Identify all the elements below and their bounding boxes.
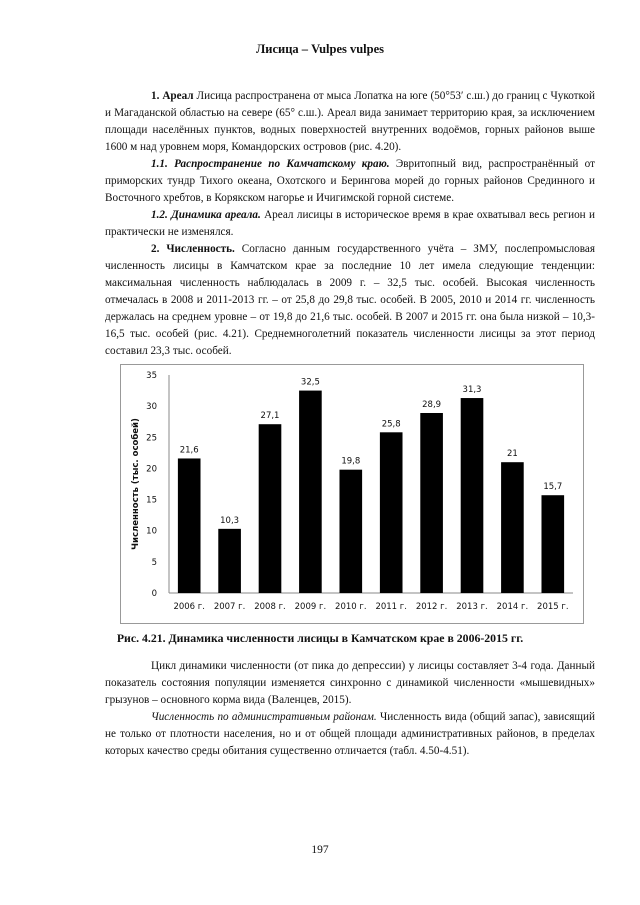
x-tick-label: 2011 г.	[375, 602, 407, 612]
bar	[259, 424, 282, 593]
bar-value-label: 10,3	[220, 515, 240, 526]
y-axis-label: Численность (тыс. особей)	[131, 418, 141, 550]
bar	[218, 529, 241, 593]
y-tick-label: 25	[146, 433, 157, 444]
bar	[541, 495, 564, 593]
heading-area: 1. Ареал	[151, 90, 194, 102]
chart-svg	[121, 365, 583, 623]
y-tick-label: 10	[146, 526, 157, 537]
paragraph-area	[105, 88, 595, 156]
bar-value-label: 31,3	[462, 385, 482, 396]
figure-caption: Рис. 4.21. Динамика численности лисицы в Камчатском крае в 2006-2015 гг.	[116, 631, 524, 645]
x-tick-label: 2006 г.	[173, 602, 205, 612]
paragraph-range-dynamics	[105, 207, 595, 241]
bar	[461, 398, 484, 593]
bar	[299, 391, 322, 593]
population-chart	[120, 364, 584, 624]
paragraph-distribution	[105, 156, 595, 207]
x-tick-label: 2014 г.	[496, 602, 529, 612]
bar-value-label: 28,9	[422, 399, 442, 410]
paragraph-admin-districts	[105, 709, 595, 760]
bar	[380, 432, 403, 593]
x-tick-label: 2007 г.	[213, 602, 246, 612]
x-tick-label: 2008 г.	[254, 602, 286, 612]
bar-value-label: 15,7	[543, 482, 563, 493]
bar	[339, 470, 362, 593]
bar-value-label: 27,1	[260, 411, 280, 422]
x-tick-label: 2009 г.	[294, 602, 327, 612]
y-tick-label: 35	[146, 371, 157, 381]
heading-population: 2. Численность.	[151, 243, 235, 255]
x-tick-label: 2012 г.	[415, 602, 448, 612]
heading-range-dynamics: 1.2. Динамика ареала.	[151, 209, 261, 221]
y-tick-label: 15	[146, 495, 157, 506]
bar-value-label: 21	[506, 449, 518, 460]
paragraph-population	[105, 241, 595, 360]
bar-value-label: 32,5	[300, 377, 320, 388]
text-admin-districts: Численность вида (общий запас), зависящий не только от плотности населения, но и от общей площади административных районов, в пределах которых качество среды обитания существенно отличается (табл. 4.50-4.51).	[105, 711, 595, 757]
text-block-lower	[105, 658, 595, 760]
bar-value-label: 19,8	[341, 456, 361, 467]
bar	[178, 458, 201, 593]
y-tick-label: 30	[146, 402, 157, 413]
x-tick-label: 2010 г.	[335, 602, 367, 612]
text-block-upper	[105, 88, 595, 360]
paragraph-cycle: Цикл динамики численности (от пика до депрессии) у лисицы составляет 3-4 года. Данный показатель состояния популяции изменяется синхронно с динамикой численности «мышевидных» грызунов – основного корма вида (Валенцев, 2015).	[105, 660, 595, 706]
text-area: Лисица распространена от мыса Лопатка на юге (50°53′ с.ш.) до границ с Чукоткой и Магаданской областью на севере (65° с.ш.). Ареал вида занимает территорию края, за исключением площади населённых пунктов, водных поверхностей внутренних водоёмов, горных районов выше 1600 м над уровнем моря, Командорских островов (рис. 4.20).	[105, 90, 595, 153]
y-tick-label: 20	[146, 464, 157, 475]
page-title: Лисица – Vulpes vulpes	[255, 42, 385, 56]
y-tick-label: 5	[151, 557, 157, 568]
page-number: 197	[311, 844, 329, 856]
bar-value-label: 25,8	[381, 419, 401, 430]
text-distribution: Эвритопный вид, распространённый от приморских тундр Тихого океана, Охотского и Берингова морей до горных районов Срединного и Восточного хребтов, в Корякском нагорье и Ичигимской горной системе.	[105, 158, 595, 204]
bar	[501, 462, 524, 593]
bar	[420, 413, 443, 593]
x-tick-label: 2015 г.	[537, 602, 569, 612]
text-range-dynamics: Ареал лисицы в историческое время в крае охватывал весь регион и практически не изменялся.	[105, 209, 595, 238]
bar-value-label: 21,6	[179, 445, 199, 456]
x-tick-label: 2013 г.	[456, 602, 488, 612]
y-tick-label: 0	[151, 589, 157, 599]
heading-admin-districts: Численность по административным районам.	[151, 711, 377, 723]
heading-distribution: 1.1. Распространение по Камчатскому краю.	[151, 158, 390, 170]
text-population: Согласно данным государственного учёта – ЗМУ, послепромысловая численность лисицы в Камчатском крае за последние 10 лет имела следующие тенденции: максимальная численность наблюдалась в 2009 г. – 32,5 тыс. особей. Высокая численность отмечалась в 2008 и 2011-2013 гг. – от 25,8 до 29,8 тыс. особей. В 2005, 2010 и 2014 гг. численность держалась на среднем уровне – от 19,8 до 21,6 тыс. особей. В 2007 и 2015 гг. она была низкой – 10,3-16,5 тыс. особей (рис. 4.21). Среднемноголетний показатель численности лисицы за этот период составил 23,3 тыс. особей.	[105, 243, 595, 357]
